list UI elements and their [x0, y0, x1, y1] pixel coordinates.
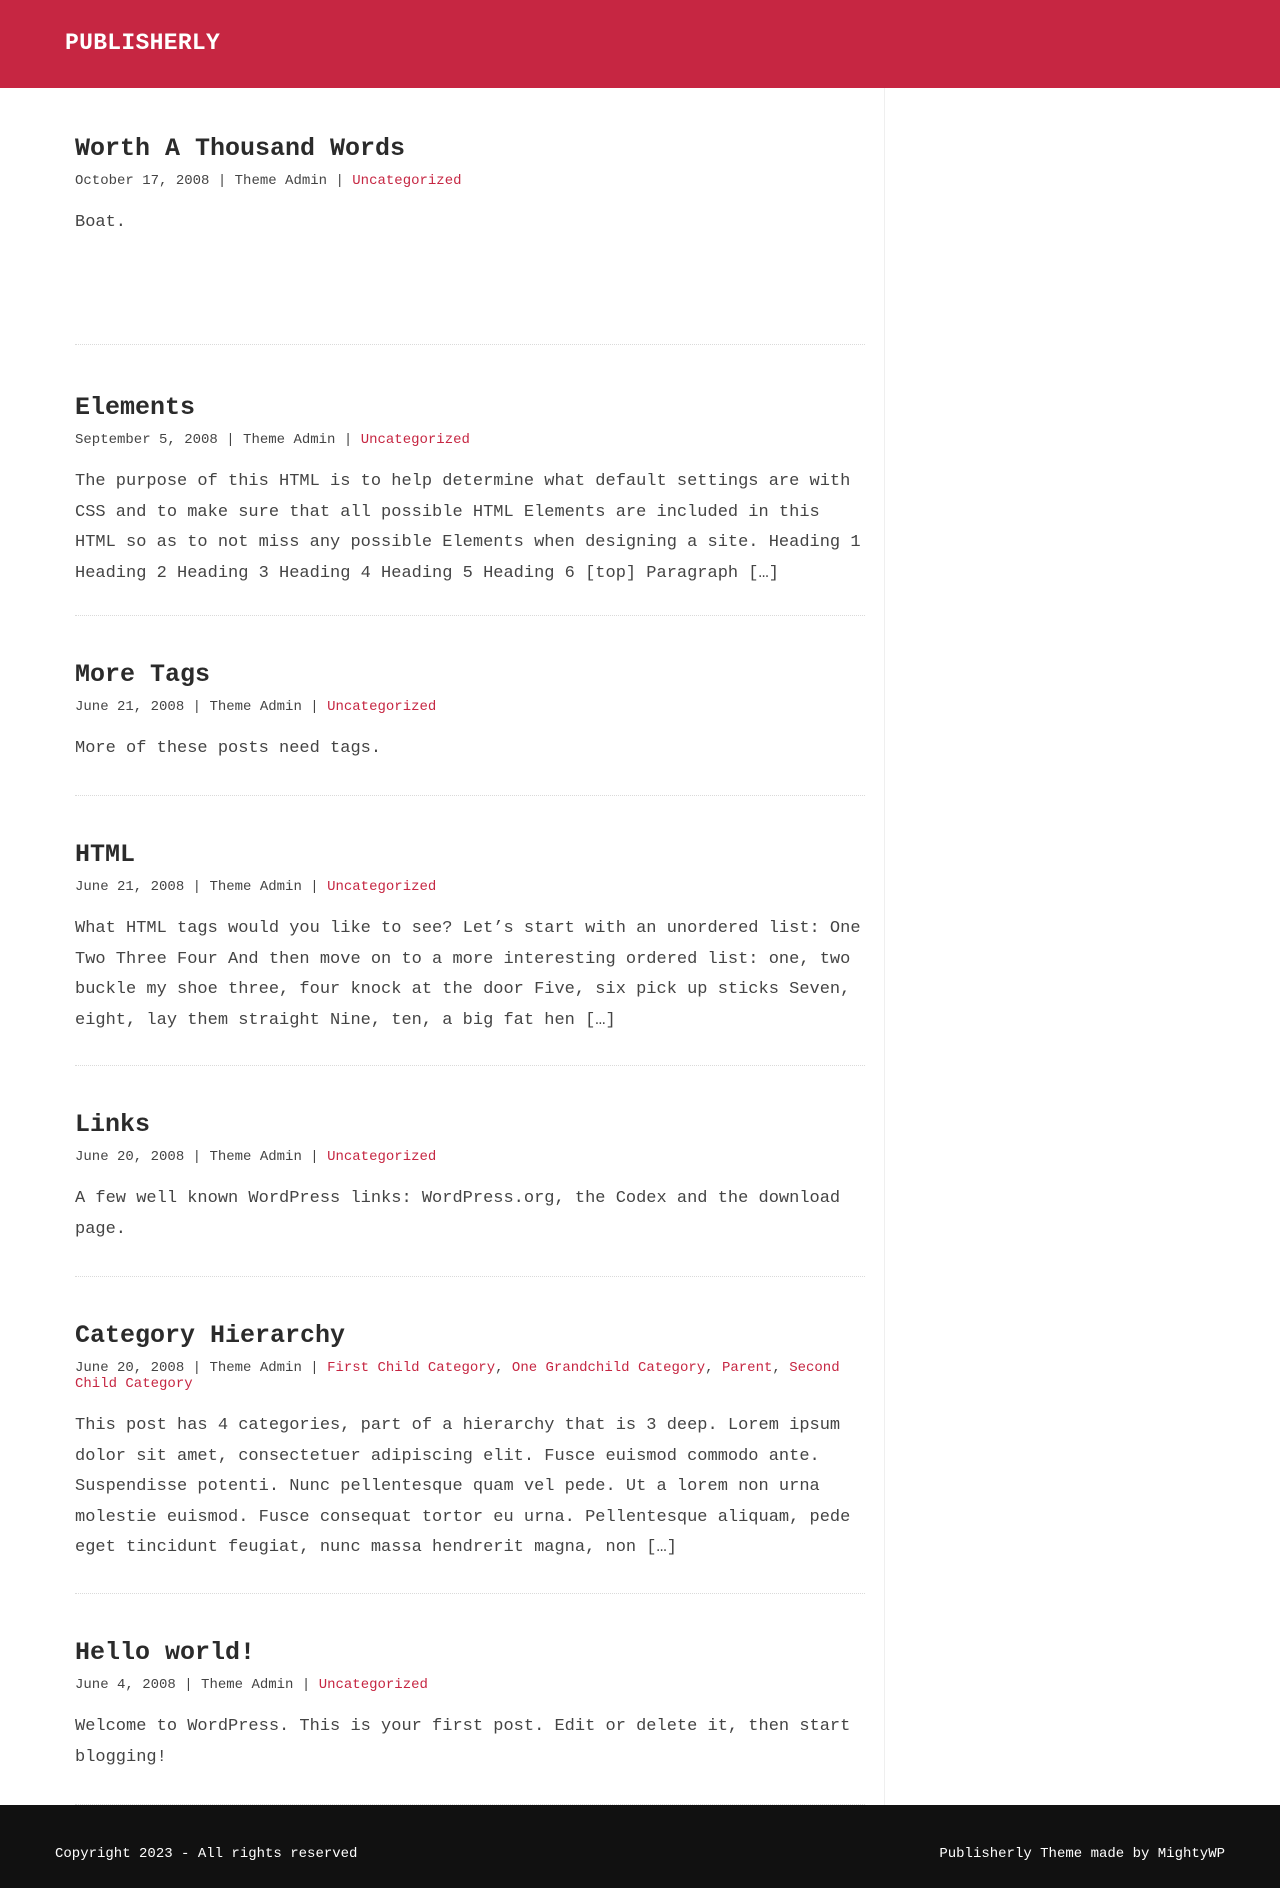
post-title[interactable]: Worth A Thousand Words — [75, 134, 406, 163]
post-date: June 21, 2008 — [75, 699, 185, 715]
post-item — [75, 1277, 865, 1594]
post-item — [75, 796, 865, 1066]
post-date: June 20, 2008 — [75, 1360, 185, 1376]
post-title[interactable]: Links — [75, 1110, 151, 1139]
post-excerpt: Welcome to WordPress. This is your first post. Edit or delete it, then start blogging! — [75, 1717, 851, 1767]
post-item — [75, 88, 865, 345]
post-item — [75, 1594, 865, 1805]
footer-copyright: Copyright 2023 - All rights reserved — [55, 1845, 358, 1862]
post-author: Theme Admin — [243, 432, 336, 448]
post-date: June 4, 2008 — [75, 1677, 176, 1693]
post-date: June 20, 2008 — [75, 1149, 185, 1165]
post-category-link[interactable]: Second Child Category — [75, 1360, 840, 1392]
post-author: Theme Admin — [209, 699, 302, 715]
post-date: September 5, 2008 — [75, 432, 218, 448]
post-category-link[interactable]: Uncategorized — [360, 432, 470, 448]
post-excerpt: A few well known WordPress links: WordPress.org, the Codex and the download page. — [75, 1189, 841, 1239]
post-excerpt: What HTML tags would you like to see? Let’s start with an unordered list: One Two Three Four And then move on to a more interesting ordered list: one, two buckle my shoe three, four knock at the door Five, six pick up sticks Seven, eight, lay them straight Nine, ten, a big fat hen […] — [75, 919, 861, 1030]
post-category-link[interactable]: First Child Category — [327, 1360, 496, 1376]
sidebar — [885, 88, 1280, 1805]
footer-credit: Publisherly Theme made by MightyWP — [939, 1845, 1225, 1862]
post-author: Theme Admin — [234, 173, 328, 189]
post-excerpt: Boat. — [75, 213, 127, 232]
post-item — [75, 616, 865, 796]
post-list — [0, 88, 885, 1805]
post-date: June 21, 2008 — [75, 879, 185, 895]
post-category-link[interactable]: Uncategorized — [318, 1677, 428, 1693]
post-excerpt: This post has 4 categories, part of a hierarchy that is 3 deep. Lorem ipsum dolor sit amet, consectetuer adipiscing elit. Fusce euismod commodo ante. Suspendisse potenti. Nunc pellentesque quam vel pede. Ut a lorem non urna molestie euismod. Fusce consequat tortor eu urna. Pellentesque aliquam, pede eget tincidunt feugiat, nunc massa hendrerit magna, non […] — [75, 1416, 851, 1557]
post-category-link[interactable]: Parent — [721, 1360, 773, 1376]
post-item — [75, 345, 865, 616]
content-wrap — [0, 88, 1280, 1805]
post-meta: June 20, 2008 | Theme Admin | First Child Category, One Grandchild Category, Parent, Second Child Category — [75, 1360, 840, 1392]
post-category-link[interactable]: Uncategorized — [352, 173, 462, 189]
post-category-link[interactable]: Uncategorized — [327, 699, 437, 715]
post-title[interactable]: HTML — [75, 840, 136, 869]
post-title[interactable]: Category Hierarchy — [75, 1321, 346, 1350]
post-excerpt: The purpose of this HTML is to help determine what default settings are with CSS and to make sure that all possible HTML Elements are included in this HTML so as to not miss any possible Elements when designing a site. Heading 1 Heading 2 Heading 3 Heading 4 Heading 5 Heading 6 [top] Paragraph […] — [75, 472, 861, 583]
site-title[interactable]: PUBLISHERLY — [65, 29, 221, 56]
post-author: Theme Admin — [209, 1149, 302, 1165]
post-category-link[interactable]: Uncategorized — [327, 879, 437, 895]
post-item — [75, 1066, 865, 1277]
post-author: Theme Admin — [201, 1677, 294, 1693]
post-category-link[interactable]: One Grandchild Category — [511, 1360, 706, 1376]
post-meta: September 5, 2008 | Theme Admin | Uncategorized — [75, 432, 470, 448]
post-author: Theme Admin — [209, 1360, 302, 1376]
post-title[interactable]: More Tags — [75, 660, 211, 689]
post-title[interactable]: Hello world! — [75, 1638, 256, 1667]
post-meta: June 21, 2008 | Theme Admin | Uncategorized — [75, 699, 437, 715]
post-meta: October 17, 2008 | Theme Admin | Uncategorized — [75, 173, 462, 189]
post-excerpt: More of these posts need tags. — [75, 739, 382, 758]
post-title[interactable]: Elements — [75, 393, 196, 422]
site-header — [0, 0, 1280, 88]
post-author: Theme Admin — [209, 879, 302, 895]
post-date: October 17, 2008 — [75, 173, 210, 189]
post-meta: June 20, 2008 | Theme Admin | Uncategorized — [75, 1149, 437, 1165]
post-meta: June 21, 2008 | Theme Admin | Uncategorized — [75, 879, 437, 895]
post-category-link[interactable]: Uncategorized — [327, 1149, 437, 1165]
post-meta: June 4, 2008 | Theme Admin | Uncategorized — [75, 1677, 428, 1693]
